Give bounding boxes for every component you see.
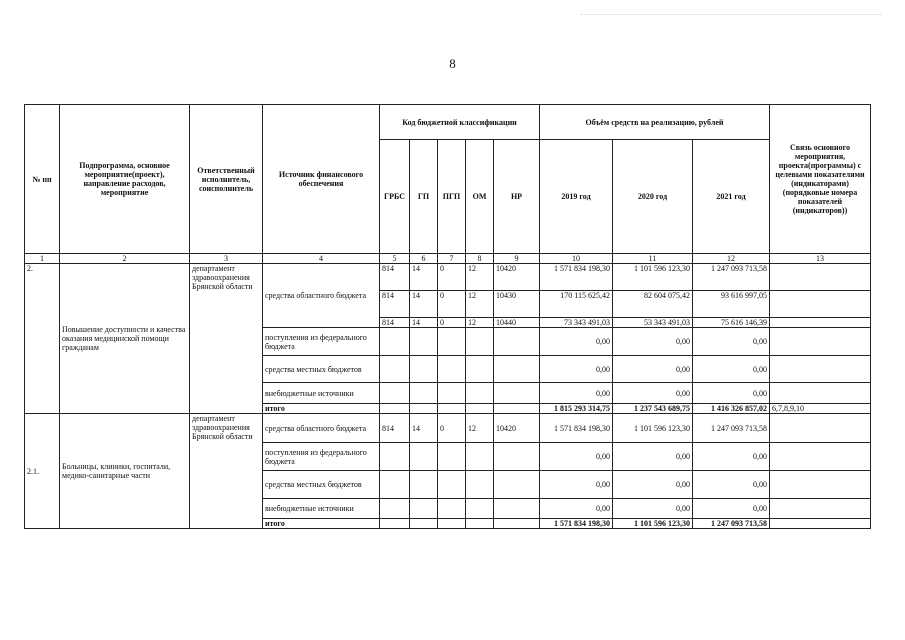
cell-om (466, 499, 494, 519)
cell-grbs (380, 356, 410, 383)
cell-2020: 0,00 (613, 443, 693, 471)
cell-link (770, 414, 871, 443)
column-number: 3 (190, 254, 263, 264)
cell-nr (494, 356, 540, 383)
cell-2021: 0,00 (693, 443, 770, 471)
cell-2020: 1 237 543 689,75 (613, 404, 693, 414)
cell-gp: 14 (410, 414, 438, 443)
cell-link (770, 291, 871, 318)
cell-2020: 0,00 (613, 383, 693, 404)
cell-gp (410, 383, 438, 404)
cell-2019: 0,00 (540, 383, 613, 404)
cell-2020: 0,00 (613, 471, 693, 499)
row-name: Повышение доступности и качества оказания медицинской помощи гражданам (60, 264, 190, 414)
cell-nr (494, 383, 540, 404)
cell-pgp (438, 519, 466, 529)
cell-2020: 0,00 (613, 328, 693, 356)
cell-om (466, 471, 494, 499)
cell-2019: 0,00 (540, 499, 613, 519)
cell-2019: 73 343 491,03 (540, 318, 613, 328)
row-source: средства областного бюджета (263, 414, 380, 443)
cell-om: 12 (466, 291, 494, 318)
cell-link (770, 519, 871, 529)
cell-nr (494, 471, 540, 499)
cell-link (770, 328, 871, 356)
header-year: 2020 год (613, 140, 693, 254)
cell-2021: 0,00 (693, 356, 770, 383)
column-number: 7 (438, 254, 466, 264)
cell-grbs: 814 (380, 291, 410, 318)
cell-2020: 53 343 491,03 (613, 318, 693, 328)
row-total-label: итого (263, 519, 380, 529)
budget-table (24, 104, 871, 529)
cell-2021: 75 616 146,39 (693, 318, 770, 328)
header-subprogram: Подпрограмма, основное мероприятие(проект), направление расходов, мероприятие (60, 105, 190, 254)
cell-gp (410, 328, 438, 356)
cell-gp (410, 499, 438, 519)
cell-gp: 14 (410, 264, 438, 291)
cell-pgp: 0 (438, 414, 466, 443)
cell-grbs (380, 328, 410, 356)
cell-pgp (438, 404, 466, 414)
cell-2021: 1 247 093 713,58 (693, 519, 770, 529)
header-code: ОМ (466, 140, 494, 254)
row-source: поступления из федерального бюджета (263, 328, 380, 356)
cell-om (466, 328, 494, 356)
cell-gp: 14 (410, 318, 438, 328)
column-number: 11 (613, 254, 693, 264)
cell-gp (410, 443, 438, 471)
cell-2021: 93 616 997,05 (693, 291, 770, 318)
cell-pgp (438, 328, 466, 356)
cell-gp (410, 471, 438, 499)
cell-2019: 170 115 625,42 (540, 291, 613, 318)
header-budget-class: Код бюджетной классификации (380, 105, 540, 140)
cell-nr: 10440 (494, 318, 540, 328)
cell-om (466, 383, 494, 404)
cell-2021: 1 416 326 857,02 (693, 404, 770, 414)
row-no: 2.1. (25, 414, 60, 529)
header-code: ГРБС (380, 140, 410, 254)
cell-link (770, 264, 871, 291)
cell-2021: 0,00 (693, 383, 770, 404)
scan-noise (581, 14, 881, 19)
column-number: 13 (770, 254, 871, 264)
column-number: 9 (494, 254, 540, 264)
cell-om (466, 519, 494, 529)
cell-link (770, 443, 871, 471)
cell-grbs (380, 471, 410, 499)
column-number: 2 (60, 254, 190, 264)
cell-link (770, 471, 871, 499)
cell-grbs: 814 (380, 264, 410, 291)
page-number: 8 (449, 56, 456, 71)
header-code: ГП (410, 140, 438, 254)
row-executor: департамент здравоохранения Брянской области (190, 414, 263, 529)
row-executor: департамент здравоохранения Брянской области (190, 264, 263, 414)
cell-om: 12 (466, 318, 494, 328)
row-no: 2. (25, 264, 60, 414)
cell-nr: 10430 (494, 291, 540, 318)
header-code: НР (494, 140, 540, 254)
header-year: 2019 год (540, 140, 613, 254)
cell-2020: 0,00 (613, 499, 693, 519)
row-source: поступления из федерального бюджета (263, 443, 380, 471)
header-link: Связь основного мероприятия, проекта(программы) с целевыми показателями (индикаторами) (порядковые номера показателей (индикаторов)) (770, 105, 871, 254)
cell-link (770, 356, 871, 383)
cell-nr (494, 519, 540, 529)
cell-link: 6,7,8,9,10 (770, 404, 871, 414)
cell-grbs (380, 519, 410, 529)
table-row (25, 264, 871, 291)
cell-grbs: 814 (380, 414, 410, 443)
cell-2021: 1 247 093 713,58 (693, 414, 770, 443)
cell-link (770, 499, 871, 519)
cell-grbs: 814 (380, 318, 410, 328)
cell-om: 12 (466, 264, 494, 291)
row-name: Больницы, клиники, госпитали, медико-санитарные части (60, 414, 190, 529)
cell-gp: 14 (410, 291, 438, 318)
cell-2020: 0,00 (613, 356, 693, 383)
cell-2020: 1 101 596 123,30 (613, 264, 693, 291)
cell-2019: 1 571 834 198,30 (540, 264, 613, 291)
row-source: внебюджетные источники (263, 499, 380, 519)
cell-2021: 1 247 093 713,58 (693, 264, 770, 291)
cell-pgp (438, 383, 466, 404)
cell-2019: 0,00 (540, 356, 613, 383)
cell-nr (494, 443, 540, 471)
column-number: 4 (263, 254, 380, 264)
cell-pgp (438, 499, 466, 519)
cell-grbs (380, 404, 410, 414)
cell-2020: 1 101 596 123,30 (613, 519, 693, 529)
cell-2019: 0,00 (540, 328, 613, 356)
cell-pgp (438, 471, 466, 499)
cell-nr (494, 328, 540, 356)
cell-pgp: 0 (438, 318, 466, 328)
cell-2021: 0,00 (693, 499, 770, 519)
cell-pgp (438, 443, 466, 471)
column-number: 5 (380, 254, 410, 264)
column-number: 12 (693, 254, 770, 264)
cell-2019: 1 571 834 198,30 (540, 414, 613, 443)
cell-2020: 82 604 075,42 (613, 291, 693, 318)
header-year: 2021 год (693, 140, 770, 254)
cell-om (466, 404, 494, 414)
header-code: ПГП (438, 140, 466, 254)
row-source: средства местных бюджетов (263, 471, 380, 499)
header-source: Источник финансового обеспечения (263, 105, 380, 254)
cell-gp (410, 519, 438, 529)
column-number: 1 (25, 254, 60, 264)
column-number: 10 (540, 254, 613, 264)
table-row (25, 414, 871, 443)
cell-pgp (438, 356, 466, 383)
cell-2019: 1 815 293 314,75 (540, 404, 613, 414)
cell-grbs (380, 443, 410, 471)
row-source: средства областного бюджета (263, 264, 380, 328)
row-total-label: итого (263, 404, 380, 414)
cell-nr: 10420 (494, 414, 540, 443)
cell-grbs (380, 383, 410, 404)
cell-pgp: 0 (438, 291, 466, 318)
header-executor: Ответственный исполнитель, соисполнитель (190, 105, 263, 254)
row-source: внебюджетные источники (263, 383, 380, 404)
cell-2021: 0,00 (693, 471, 770, 499)
cell-link (770, 383, 871, 404)
cell-link (770, 318, 871, 328)
cell-2020: 1 101 596 123,30 (613, 414, 693, 443)
column-number: 8 (466, 254, 494, 264)
cell-nr (494, 499, 540, 519)
cell-2019: 1 571 834 198,30 (540, 519, 613, 529)
column-number: 6 (410, 254, 438, 264)
cell-2019: 0,00 (540, 443, 613, 471)
cell-grbs (380, 499, 410, 519)
header-funds: Объём средств на реализацию, рублей (540, 105, 770, 140)
cell-2021: 0,00 (693, 328, 770, 356)
cell-gp (410, 404, 438, 414)
cell-pgp: 0 (438, 264, 466, 291)
row-source: средства местных бюджетов (263, 356, 380, 383)
cell-2019: 0,00 (540, 471, 613, 499)
header-no: № пп (25, 105, 60, 254)
cell-om (466, 443, 494, 471)
cell-nr (494, 404, 540, 414)
cell-nr: 10420 (494, 264, 540, 291)
cell-om: 12 (466, 414, 494, 443)
cell-om (466, 356, 494, 383)
cell-gp (410, 356, 438, 383)
